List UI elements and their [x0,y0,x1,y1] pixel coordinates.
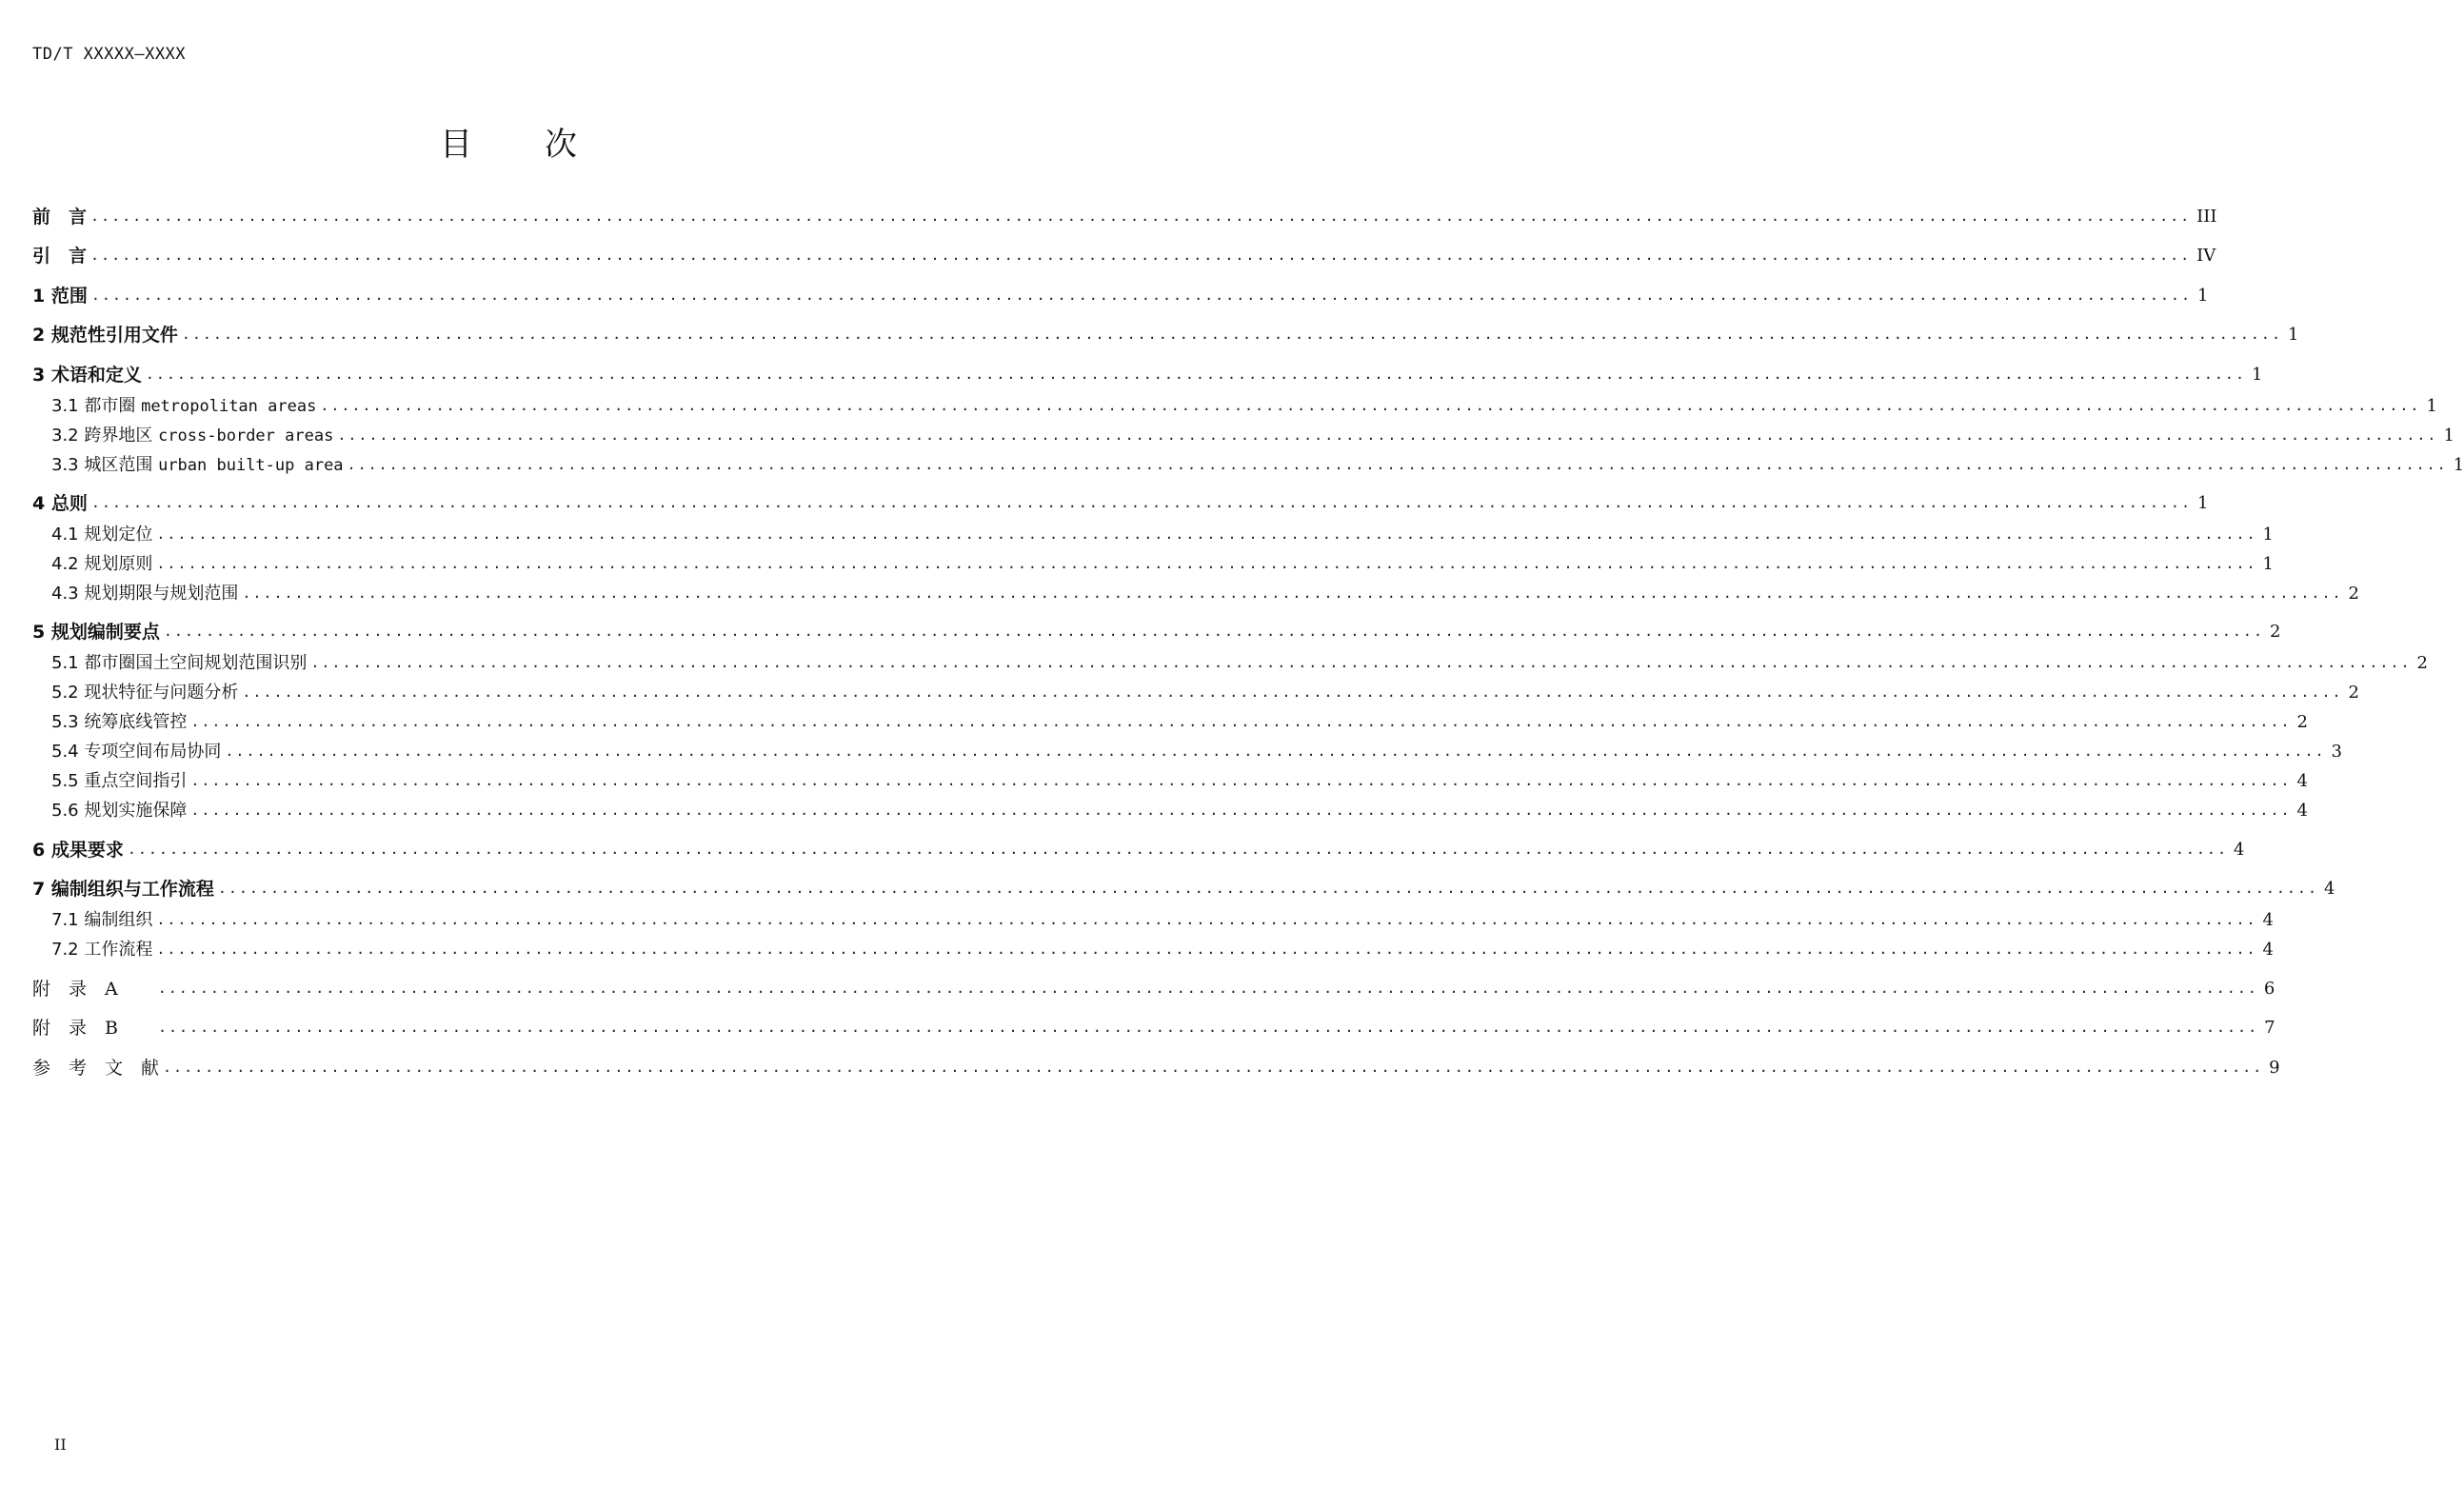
toc-dot-leader: ........................................................................................................................................................................................................ [242,584,2343,602]
toc-entry-page: 1 [2262,554,2274,574]
toc-entry-page: 9 [2269,1058,2280,1078]
toc-entry-7-1[interactable] [51,905,2274,934]
toc-dot-leader: ........................................................................................................................................................................................................ [156,941,2257,958]
toc-dot-leader: ........................................................................................................................................................................................................ [337,426,2438,444]
toc-entry-introduction[interactable] [32,241,2216,269]
toc-dot-leader: ........................................................................................................................................................................................................ [127,841,2228,858]
toc-entry-label-cn: 3.2 跨界地区 [51,426,159,446]
toc-entry-6[interactable] [32,835,2245,863]
toc-entry-7[interactable] [32,874,2335,902]
toc-entry-5-6[interactable] [51,796,2308,824]
toc-entry-label [51,423,337,449]
toc-dot-leader: ........................................................................................................................................................................................................ [242,684,2343,701]
toc-entry-page: 1 [2197,286,2209,306]
toc-entry-page: 1 [2288,325,2299,345]
toc-entry-page: 1 [2262,525,2274,545]
toc-entry-label: 6 成果要求 [32,840,124,861]
toc-dot-leader: ........................................................................................................................................................................................................ [217,880,2318,897]
toc-dot-leader: ........................................................................................................................................................................................................ [181,326,2282,343]
page-number: II [54,1436,67,1454]
toc-entry-4-2[interactable] [51,549,2274,578]
toc-entry-3-2[interactable] [51,421,2454,449]
toc-entry-appendix-b[interactable] [32,1013,2275,1041]
toc-dot-leader: ........................................................................................................................................................................................................ [157,1019,2259,1036]
toc-entry-page: 3 [2331,742,2342,762]
toc-entry-7-2[interactable] [51,935,2274,963]
toc-entry-label: 5.3 统筹底线管控 [51,712,188,732]
toc-entry-page: 4 [2234,840,2245,860]
toc-dot-leader: ........................................................................................................................................................................................................ [190,802,2292,819]
toc-entry-page: 2 [2348,683,2359,703]
toc-entry-4[interactable] [32,488,2209,517]
toc-entry-page: 4 [2296,771,2308,791]
toc-entry-label: 引 言 [32,246,88,267]
toc-entry-label: 5 规划编制要点 [32,622,160,643]
toc-dot-leader: ........................................................................................................................................................................................................ [90,494,2192,511]
toc-entry-label: 7.2 工作流程 [51,940,153,960]
toc-dot-leader: ........................................................................................................................................................................................................ [310,654,2412,671]
toc-dot-leader: ........................................................................................................................................................................................................ [157,980,2258,997]
toc-entry-label: 2 规范性引用文件 [32,325,178,346]
page-title [0,118,1017,165]
toc-entry-1[interactable] [32,281,2209,309]
toc-entry-label-en: cross-border areas [158,426,334,446]
toc-entry-5-3[interactable] [51,707,2308,736]
toc-entry-page: III [2196,207,2217,227]
toc-entry-page: 4 [2296,801,2308,821]
toc-dot-leader: ........................................................................................................................................................................................................ [156,911,2257,928]
toc-entry-label: 4.2 规划原则 [51,554,153,574]
toc-entry-page: 2 [2416,653,2428,673]
toc-entry-5-4[interactable] [51,737,2342,765]
toc-entry-label: 3 术语和定义 [32,365,142,386]
toc-entry-5[interactable] [32,617,2281,645]
toc-entry-label: 参 考 文 献 [32,1058,160,1079]
toc-entry-label [51,393,320,420]
title-char-1: 目 [440,126,472,164]
toc-entry-label-en: metropolitan areas [141,397,317,416]
toc-entry-5-5[interactable] [51,766,2308,795]
toc-entry-label-cn: 3.3 城区范围 [51,455,159,475]
toc-dot-leader: ........................................................................................................................................................................................................ [90,287,2192,304]
toc-dot-leader: ........................................................................................................................................................................................................ [190,772,2292,789]
toc-entry-label: 4.1 规划定位 [51,525,153,545]
toc-entry-label: 5.6 规划实施保障 [51,801,188,821]
toc-entry-page: 1 [2453,455,2464,475]
toc-dot-leader: ........................................................................................................................................................................................................ [90,208,2192,225]
toc-entry-page: 1 [2252,365,2263,385]
toc-entry-5-1[interactable] [51,648,2428,677]
toc-entry-page: 2 [2348,584,2359,604]
toc-entry-3[interactable] [32,360,2263,388]
toc-entry-page: 2 [2296,712,2308,732]
toc-dot-leader: ........................................................................................................................................................................................................ [145,366,2246,383]
toc-entry-5-2[interactable] [51,678,2359,706]
toc-entry-page: 4 [2262,910,2274,930]
title-char-2: 次 [545,126,577,164]
toc-entry-page: 1 [2443,426,2454,446]
toc-dot-leader: ........................................................................................................................................................................................................ [225,743,2326,760]
toc-entry-label [51,452,348,479]
toc-entry-label: 7 编制组织与工作流程 [32,879,214,900]
toc-entry-page: 6 [2263,979,2275,999]
toc-entry-3-3[interactable] [51,450,2464,479]
toc-entry-3-1[interactable] [51,391,2437,420]
toc-entry-label: 5.4 专项空间布局协同 [51,742,222,762]
toc-entry-page: 2 [2270,622,2281,642]
toc-entry-label: 7.1 编制组织 [51,910,153,930]
toc-dot-leader: ........................................................................................................................................................................................................ [347,456,2448,473]
document-code: TD/T XXXXX—XXXX [32,45,187,64]
toc-dot-leader: ........................................................................................................................................................................................................ [320,397,2421,414]
toc-entry-references[interactable] [32,1053,2280,1081]
toc-entry-label: 5.1 都市圈国土空间规划范围识别 [51,653,308,673]
toc-entry-foreword[interactable] [32,202,2217,230]
toc-entry-label: 4 总则 [32,493,88,514]
toc-dot-leader: ........................................................................................................................................................................................................ [156,555,2257,572]
toc-dot-leader: ........................................................................................................................................................................................................ [163,1059,2264,1076]
toc-entry-label: 附 录 B [32,1018,154,1039]
toc-entry-label-cn: 3.1 都市圈 [51,396,142,416]
toc-entry-label-en: urban built-up area [158,456,344,475]
toc-entry-label: 前 言 [32,207,88,228]
toc-dot-leader: ........................................................................................................................................................................................................ [90,247,2192,264]
toc-entry-4-1[interactable] [51,520,2274,548]
toc-entry-label: 5.5 重点空间指引 [51,771,188,791]
toc-entry-label: 附 录 A [32,979,154,1000]
toc-entry-2[interactable] [32,320,2299,348]
toc-entry-4-3[interactable] [51,579,2359,607]
toc-entry-page: 4 [2262,940,2274,960]
toc-entry-label: 5.2 现状特征与问题分析 [51,683,239,703]
toc-entry-label: 4.3 规划期限与规划范围 [51,584,239,604]
toc-dot-leader: ........................................................................................................................................................................................................ [156,525,2257,543]
toc-entry-page: IV [2196,246,2216,266]
toc-dot-leader: ........................................................................................................................................................................................................ [190,713,2292,730]
toc-dot-leader: ........................................................................................................................................................................................................ [163,623,2264,640]
toc-entry-page: 1 [2426,396,2437,416]
toc-entry-appendix-a[interactable] [32,974,2275,1002]
toc-entry-page: 7 [2264,1018,2275,1038]
toc-entry-page: 4 [2324,879,2335,899]
toc-entry-page: 1 [2197,493,2209,513]
toc-entry-label: 1 范围 [32,286,88,307]
